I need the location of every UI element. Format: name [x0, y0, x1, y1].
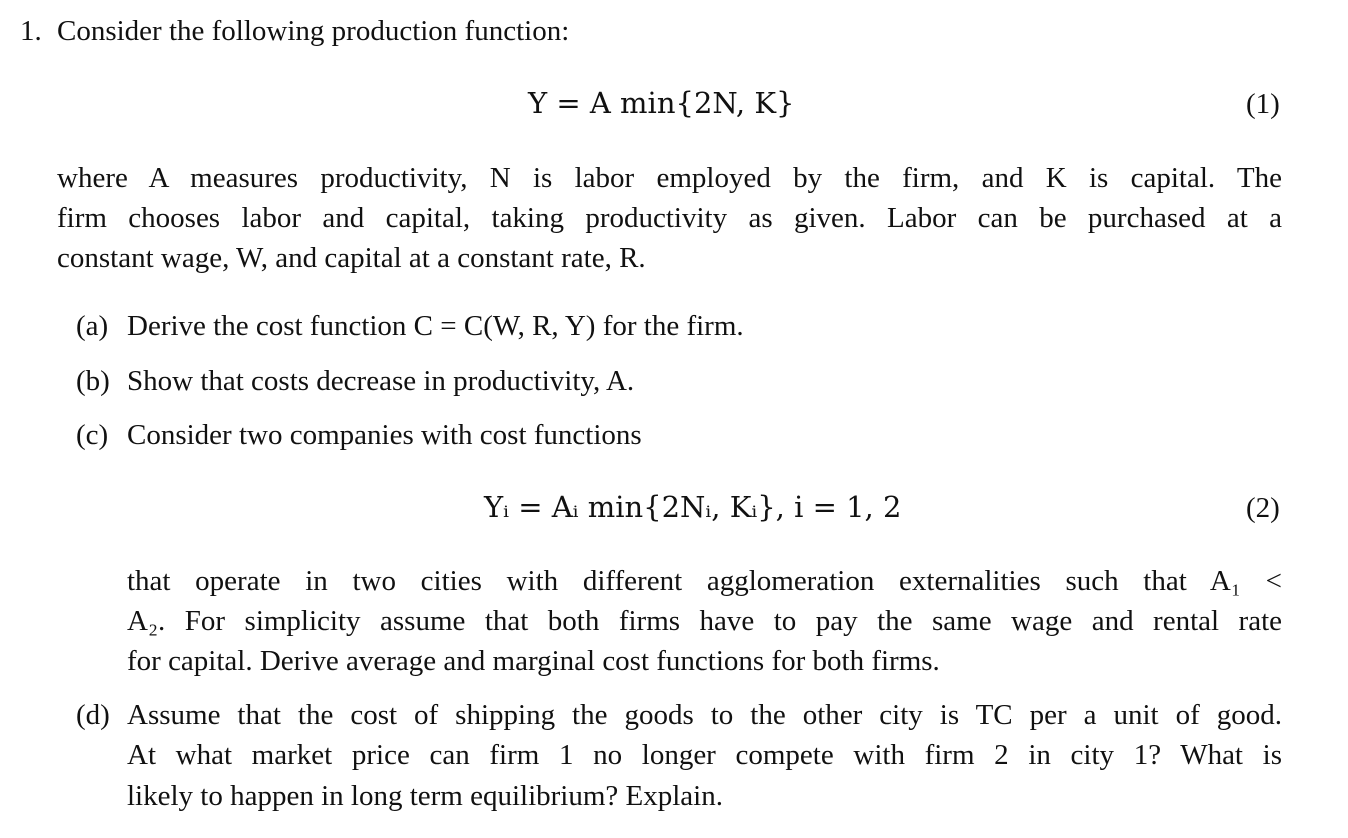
paragraph-line-3: constant wage, W, and capital at a constant rate, R. [57, 242, 646, 274]
paragraph-line-2: firm chooses labor and capital, taking productivity as given. Labor can be purchased at a [57, 202, 1282, 234]
part-a-label: (a) [76, 310, 109, 342]
equation-2: Yᵢ = Aᵢ min{2Nᵢ, Kᵢ}, i = 1, 2 [484, 490, 902, 524]
problem-number: 1. [20, 15, 42, 47]
problem-intro: Consider the following production function: [57, 15, 570, 47]
part-b-text: Show that costs decrease in productivity, A. [127, 365, 635, 397]
part-a-text: Derive the cost function C = C(W, R, Y) for the firm. [127, 310, 744, 342]
part-c-continuation-line-2: A₂. For simplicity assume that both firms have to pay the same wage and rental rate [127, 605, 1282, 637]
equation-1-tag: (1) [1246, 88, 1280, 120]
part-c-label: (c) [76, 419, 109, 451]
part-c-continuation-line-1: that operate in two cities with different agglomeration externalities such that A₁ < [127, 565, 1282, 597]
equation-1: Y = A min{2N, K} [528, 86, 795, 120]
paragraph-line-1: where A measures productivity, N is labor employed by the firm, and K is capital. The [57, 162, 1282, 194]
part-c-text: Consider two companies with cost functions [127, 419, 642, 451]
equation-2-tag: (2) [1246, 492, 1280, 524]
part-c-continuation-line-3: for capital. Derive average and marginal cost functions for both firms. [127, 645, 940, 677]
part-d-line-3: likely to happen in long term equilibrium? Explain. [127, 780, 723, 812]
part-d-line-2: At what market price can firm 1 no longer compete with firm 2 in city 1? What is [127, 739, 1282, 771]
part-d-label: (d) [76, 699, 110, 731]
part-b-label: (b) [76, 365, 110, 397]
part-d-line-1: Assume that the cost of shipping the goods to the other city is TC per a unit of good. [127, 699, 1282, 731]
